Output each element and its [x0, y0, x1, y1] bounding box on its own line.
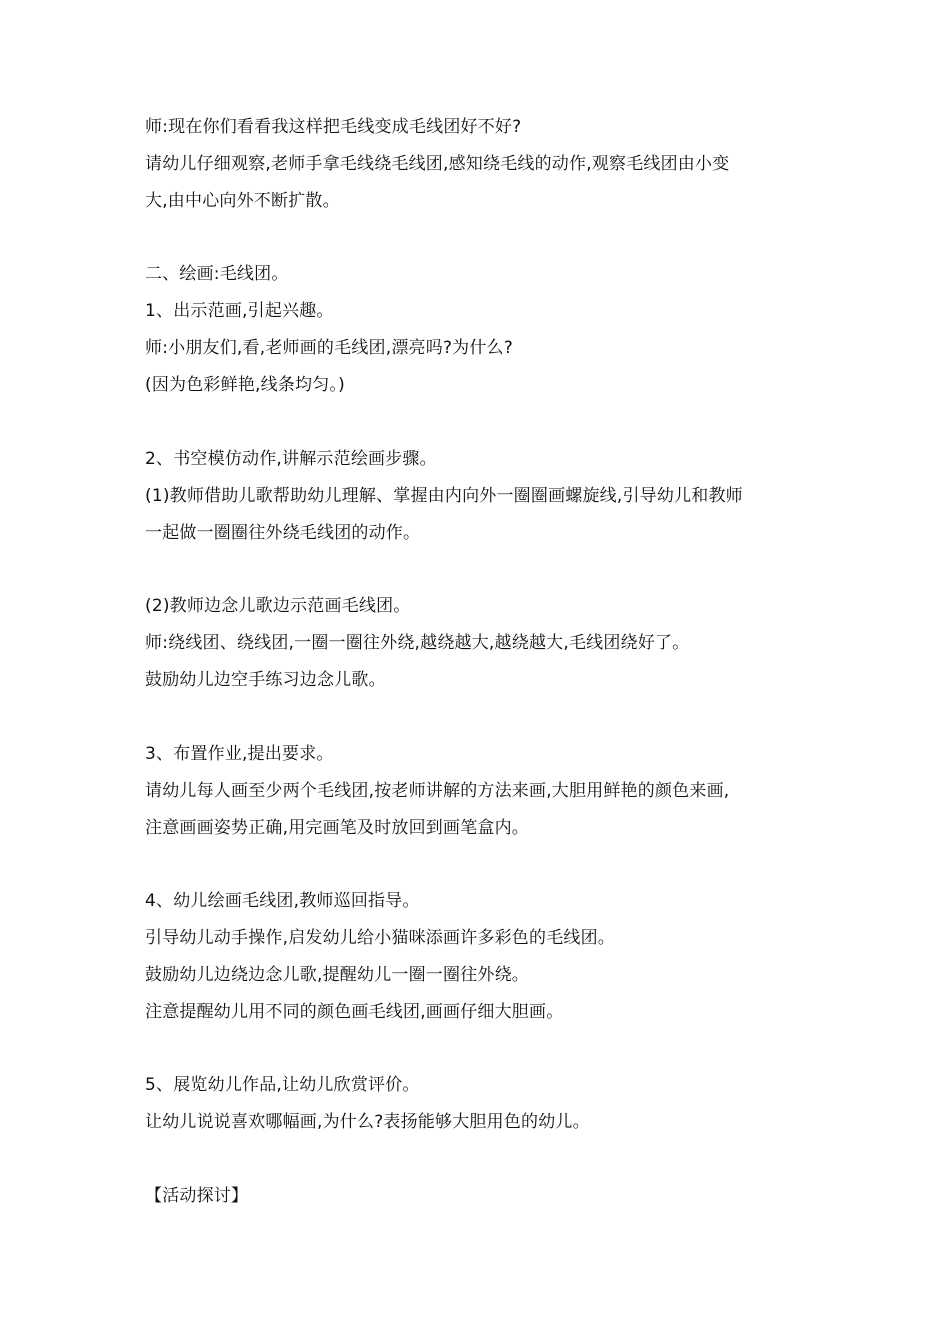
- paragraph-line: 鼓励幼儿边空手练习边念儿歌。: [145, 670, 386, 690]
- paragraph-line: 大,由中心向外不断扩散。: [145, 191, 340, 211]
- step-heading: 5、展览幼儿作品,让幼儿欣赏评价。: [145, 1075, 420, 1095]
- paragraph-line: 注意画画姿势正确,用完画笔及时放回到画笔盒内。: [145, 818, 530, 838]
- paragraph-line: 一起做一圈圈往外绕毛线团的动作。: [145, 523, 421, 543]
- paragraph-line: 请幼儿每人画至少两个毛线团,按老师讲解的方法来画,大胆用鲜艳的颜色来画,: [145, 781, 730, 801]
- step-heading: 4、幼儿绘画毛线团,教师巡回指导。: [145, 891, 420, 911]
- paragraph-line: 注意提醒幼儿用不同的颜色画毛线团,画画仔细大胆画。: [145, 1002, 564, 1022]
- paragraph-line: 让幼儿说说喜欢哪幅画,为什么?表扬能够大胆用色的幼儿。: [145, 1112, 590, 1132]
- paragraph-line: 师:绕线团、绕线团,一圈一圈往外绕,越绕越大,越绕越大,毛线团绕好了。: [145, 633, 690, 653]
- paragraph-line: (2)教师边念儿歌边示范画毛线团。: [145, 596, 411, 616]
- section-heading: 【活动探讨】: [145, 1186, 249, 1206]
- paragraph-line: 引导幼儿动手操作,启发幼儿给小猫咪添画许多彩色的毛线团。: [145, 928, 616, 948]
- paragraph-line: 师:小朋友们,看,老师画的毛线团,漂亮吗?为什么?: [145, 338, 513, 358]
- paragraph-line: 师:现在你们看看我这样把毛线变成毛线团好不好?: [145, 117, 522, 137]
- step-heading: 3、布置作业,提出要求。: [145, 744, 334, 764]
- paragraph-line: 鼓励幼儿边绕边念儿歌,提醒幼儿一圈一圈往外绕。: [145, 965, 530, 985]
- paragraph-line: (1)教师借助儿歌帮助幼儿理解、掌握由内向外一圈圈画螺旋线,引导幼儿和教师: [145, 486, 743, 506]
- step-heading: 1、出示范画,引起兴趣。: [145, 301, 334, 321]
- paragraph-line: 请幼儿仔细观察,老师手拿毛线绕毛线团,感知绕毛线的动作,观察毛线团由小变: [145, 154, 730, 174]
- section-heading: 二、绘画:毛线团。: [145, 264, 289, 284]
- step-heading: 2、书空模仿动作,讲解示范绘画步骤。: [145, 449, 437, 469]
- paragraph-line: (因为色彩鲜艳,线条均匀。): [145, 375, 345, 395]
